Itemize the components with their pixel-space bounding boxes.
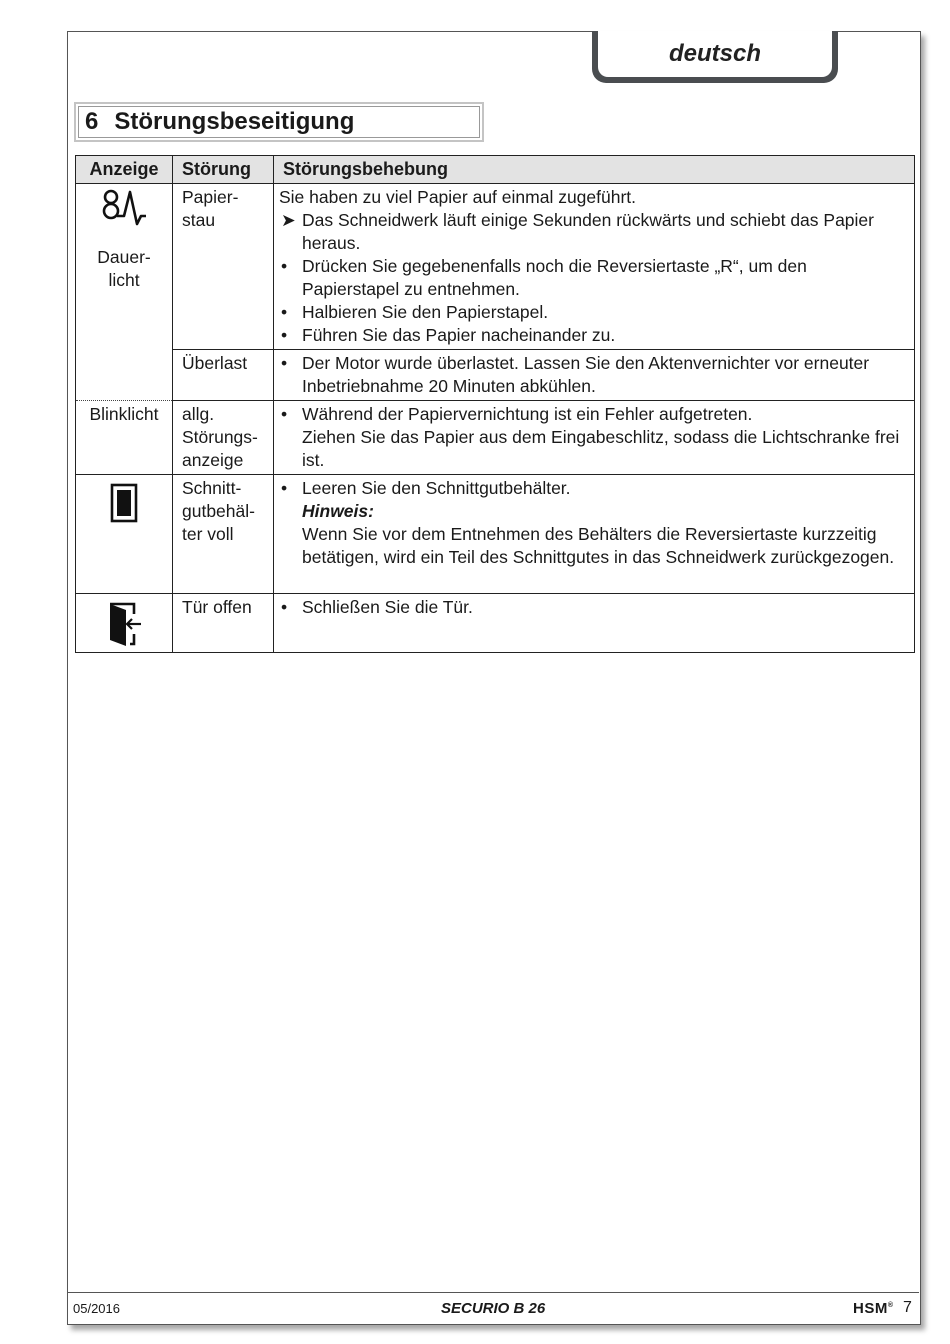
remedy-continuation: Ziehen Sie das Papier aus dem Eingabeschlitz, sodass die Lichtschranke frei ist. xyxy=(302,427,900,470)
indicator-cell xyxy=(76,184,173,401)
list-item: • Während der Papiervernichtung ist ein Fehler aufgetreten. Ziehen Sie das Papier aus dem Eingabeschlitz, sodass die Lichtschranke frei ist. xyxy=(281,404,900,470)
list-item: • Halbieren Sie den Papierstapel. xyxy=(281,302,549,322)
language-label: deutsch xyxy=(668,40,761,67)
footer-date: 05/2016 xyxy=(73,1301,120,1316)
language-tab xyxy=(592,31,838,83)
remedy-intro: Sie haben zu viel Papier auf einmal zugeführt. xyxy=(279,187,637,207)
list-item: • Leeren Sie den Schnittgutbehälter. Hinweis: Wenn Sie vor dem Entnehmen des Behälters die Reversiertaste kurzzeitig betätigen, wird ein Teil des Schnittgutes in das Schneidwerk zurückgezogen. xyxy=(281,478,895,567)
arrow-marker: ➤ xyxy=(281,210,296,230)
bullet-marker: • xyxy=(281,404,288,424)
fault-cell: allg. Störungs- anzeige xyxy=(173,401,274,475)
bullet-marker: • xyxy=(281,325,288,345)
table-row xyxy=(76,184,915,350)
bin-full-icon xyxy=(78,483,170,523)
fault-cell: Papier- stau xyxy=(173,184,274,350)
table-header-row xyxy=(76,156,915,184)
remedy-cell xyxy=(274,475,915,594)
list-item: • Drücken Sie gegebenenfalls noch die Reversiertaste „R“, um den Papierstapel zu entnehmen. xyxy=(281,256,807,299)
indicator-cell xyxy=(76,475,173,594)
remedy-cell xyxy=(274,184,915,350)
remedy-cell xyxy=(274,594,915,653)
footer-model: SECURIO B 26 xyxy=(441,1300,546,1317)
fault-cell: Schnitt- gutbehäl- ter voll xyxy=(173,475,274,594)
bullet-marker: • xyxy=(281,478,288,498)
table-row xyxy=(76,401,915,475)
fault-cell: Überlast xyxy=(173,350,274,401)
bullet-marker: • xyxy=(281,302,288,322)
page-footer xyxy=(67,1292,919,1325)
table-row xyxy=(76,594,915,653)
hint-text: Wenn Sie vor dem Entnehmen des Behälters die Reversiertaste kurzzeitig betätigen, wird ein Teil des Schnittgutes in das Schneidwerk zurückgezogen. xyxy=(302,524,895,567)
fault-cell: Tür offen xyxy=(173,594,274,653)
table-row xyxy=(76,475,915,594)
indicator-cell xyxy=(76,594,173,653)
col-header-fault: Störung xyxy=(173,156,274,184)
list-item: • Führen Sie das Papier nacheinander zu. xyxy=(281,325,616,345)
footer-brand-logo: HSM® xyxy=(853,1300,894,1317)
bullet-marker: • xyxy=(281,353,288,373)
list-item: • Schließen Sie die Tür. xyxy=(281,597,473,617)
troubleshooting-table xyxy=(75,155,915,653)
table-row xyxy=(76,350,915,401)
bullet-marker: • xyxy=(281,597,288,617)
remedy-cell xyxy=(274,350,915,401)
bullet-marker: • xyxy=(281,256,288,276)
paper-jam-icon xyxy=(78,188,170,228)
section-heading xyxy=(74,102,484,142)
footer-page-number: 7 xyxy=(903,1299,912,1316)
section-title: Störungsbeseitigung xyxy=(114,108,355,135)
indicator-steady-text: Dauer- licht xyxy=(97,247,151,290)
section-number: 6 xyxy=(85,108,99,135)
door-open-icon xyxy=(78,600,170,648)
list-item: • Der Motor wurde überlastet. Lassen Sie den Aktenvernichter vor erneuter Inbetriebnahme 20 Minuten abkühlen. xyxy=(281,353,870,396)
indicator-blink-text: Blinklicht xyxy=(76,401,173,475)
remedy-cell xyxy=(274,401,915,475)
list-item: ➤ Das Schneidwerk läuft einige Sekunden rückwärts und schiebt das Papier heraus. xyxy=(281,210,874,253)
hint-label: Hinweis: xyxy=(302,501,374,521)
col-header-indicator: Anzeige xyxy=(76,156,173,184)
col-header-remedy: Störungsbehebung xyxy=(274,156,915,184)
